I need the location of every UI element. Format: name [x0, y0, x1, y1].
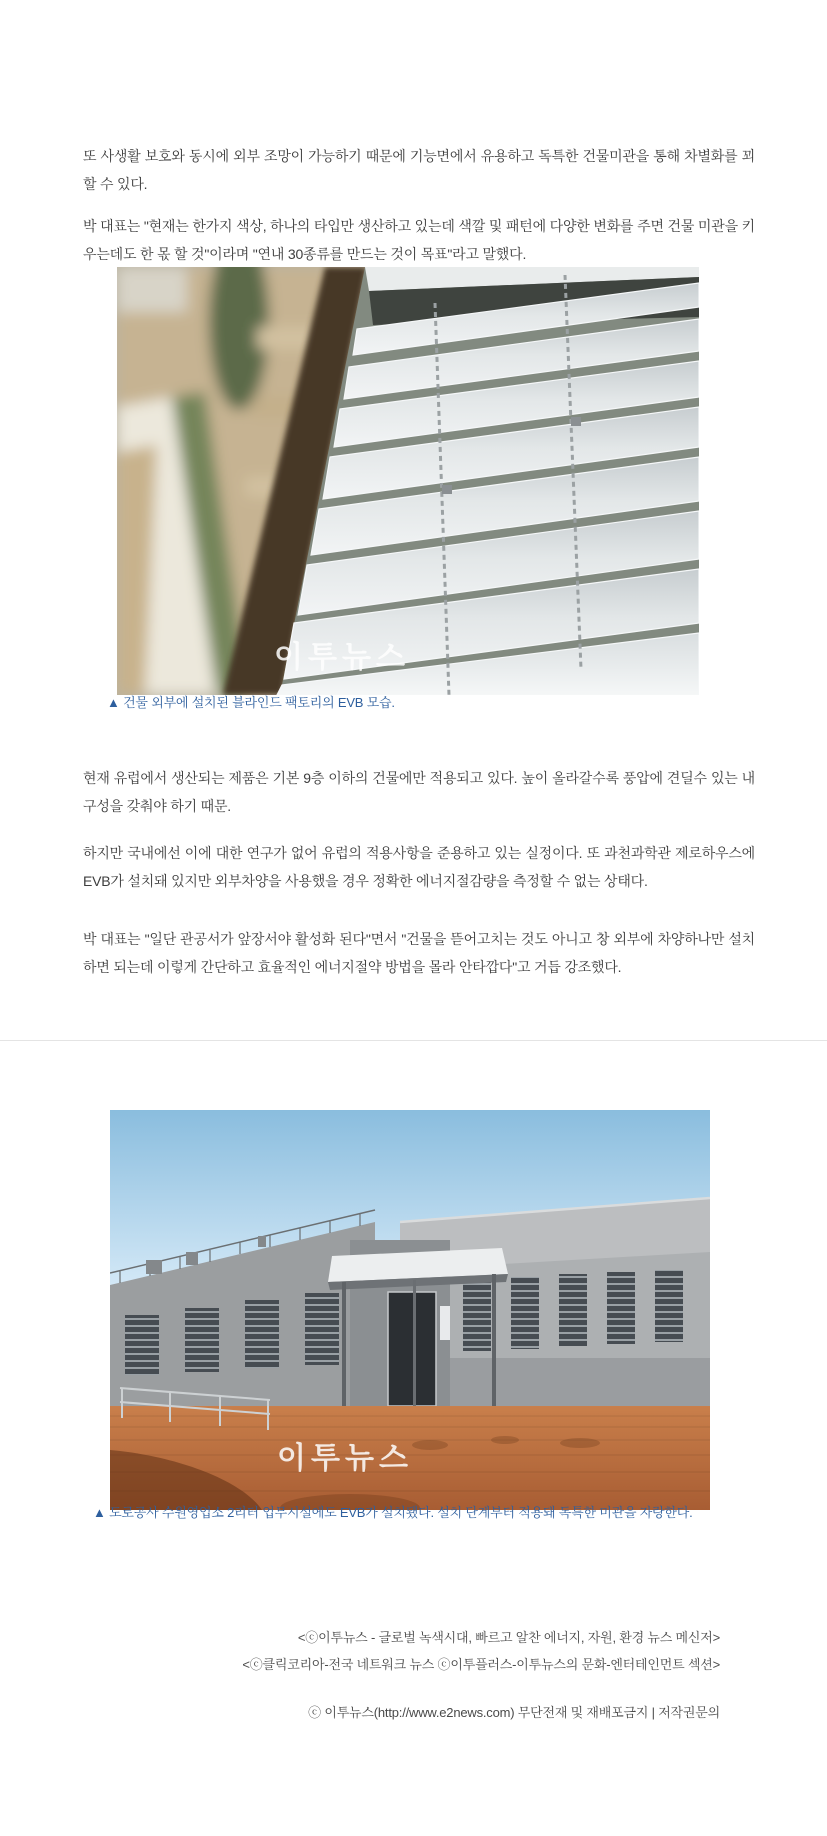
article-paragraph: 하지만 국내에선 이에 대한 연구가 없어 유럽의 적용사항을 준용하고 있는 실정이다. 또 과천과학관 제로하우스에 EVB가 설치돼 있지만 외부차양을 사용했을 경우 정확한 에너지절감량을 측정할 수 없는 상태다. [83, 845, 755, 889]
photo-building-exterior [110, 1110, 710, 1510]
photo-evb-closeup [117, 267, 699, 695]
footer-credit-line-2: <ⓒ클릭코리아-전국 네트워크 뉴스 ⓒ이투플러스-이투뉴스의 문화-엔터테인먼트 섹션> [242, 1657, 720, 1672]
photo1-watermark: 이투뉴스 [274, 641, 410, 674]
photo2-caption: ▲ 도로공사 수원영업소 2리터 업무시설에도 EVB가 설치됐다. 설치 단계부터 적용돼 독특한 미관을 자랑한다. [93, 1505, 693, 1520]
article-paragraph: 현재 유럽에서 생산되는 제품은 기본 9층 이하의 건물에만 적용되고 있다. 높이 올라갈수록 풍압에 견딜수 있는 내구성을 갖춰야 하기 때문. [83, 770, 755, 814]
article-paragraph: 박 대표는 "일단 관공서가 앞장서야 활성화 된다"면서 "건물을 뜯어고치는 것도 아니고 창 외부에 차양하나만 설치하면 되는데 이렇게 간단하고 효율적인 에너지절약 방법을 몰라 안타깝다"고 거듭 강조했다. [83, 931, 755, 975]
section-divider [0, 1040, 827, 1041]
footer-credit-line-1: <ⓒ이투뉴스 - 글로벌 녹색시대, 빠르고 알찬 에너지, 자원, 환경 뉴스 메신저> [297, 1630, 720, 1645]
article-paragraph: 또 사생활 보호와 동시에 외부 조망이 가능하기 때문에 기능면에서 유용하고 독특한 건물미관을 통해 차별화를 꾀할 수 있다. [83, 148, 755, 192]
footer-copyright-line: ⓒ 이투뉴스(http://www.e2news.com) 무단전재 및 재배포금지 | 저작권문의 [308, 1705, 720, 1720]
photo1-caption: ▲ 건물 외부에 설치된 블라인드 팩토리의 EVB 모습. [107, 695, 395, 710]
photo2-watermark: 이투뉴스 [277, 1442, 413, 1475]
article-paragraph: 박 대표는 "현재는 한가지 색상, 하나의 타입만 생산하고 있는데 색깔 및 패턴에 다양한 변화를 주면 건물 미관을 키우는데도 한 몫 할 것"이라며 "연내 30종류를 만드는 것이 목표"라고 말했다. [83, 218, 755, 262]
